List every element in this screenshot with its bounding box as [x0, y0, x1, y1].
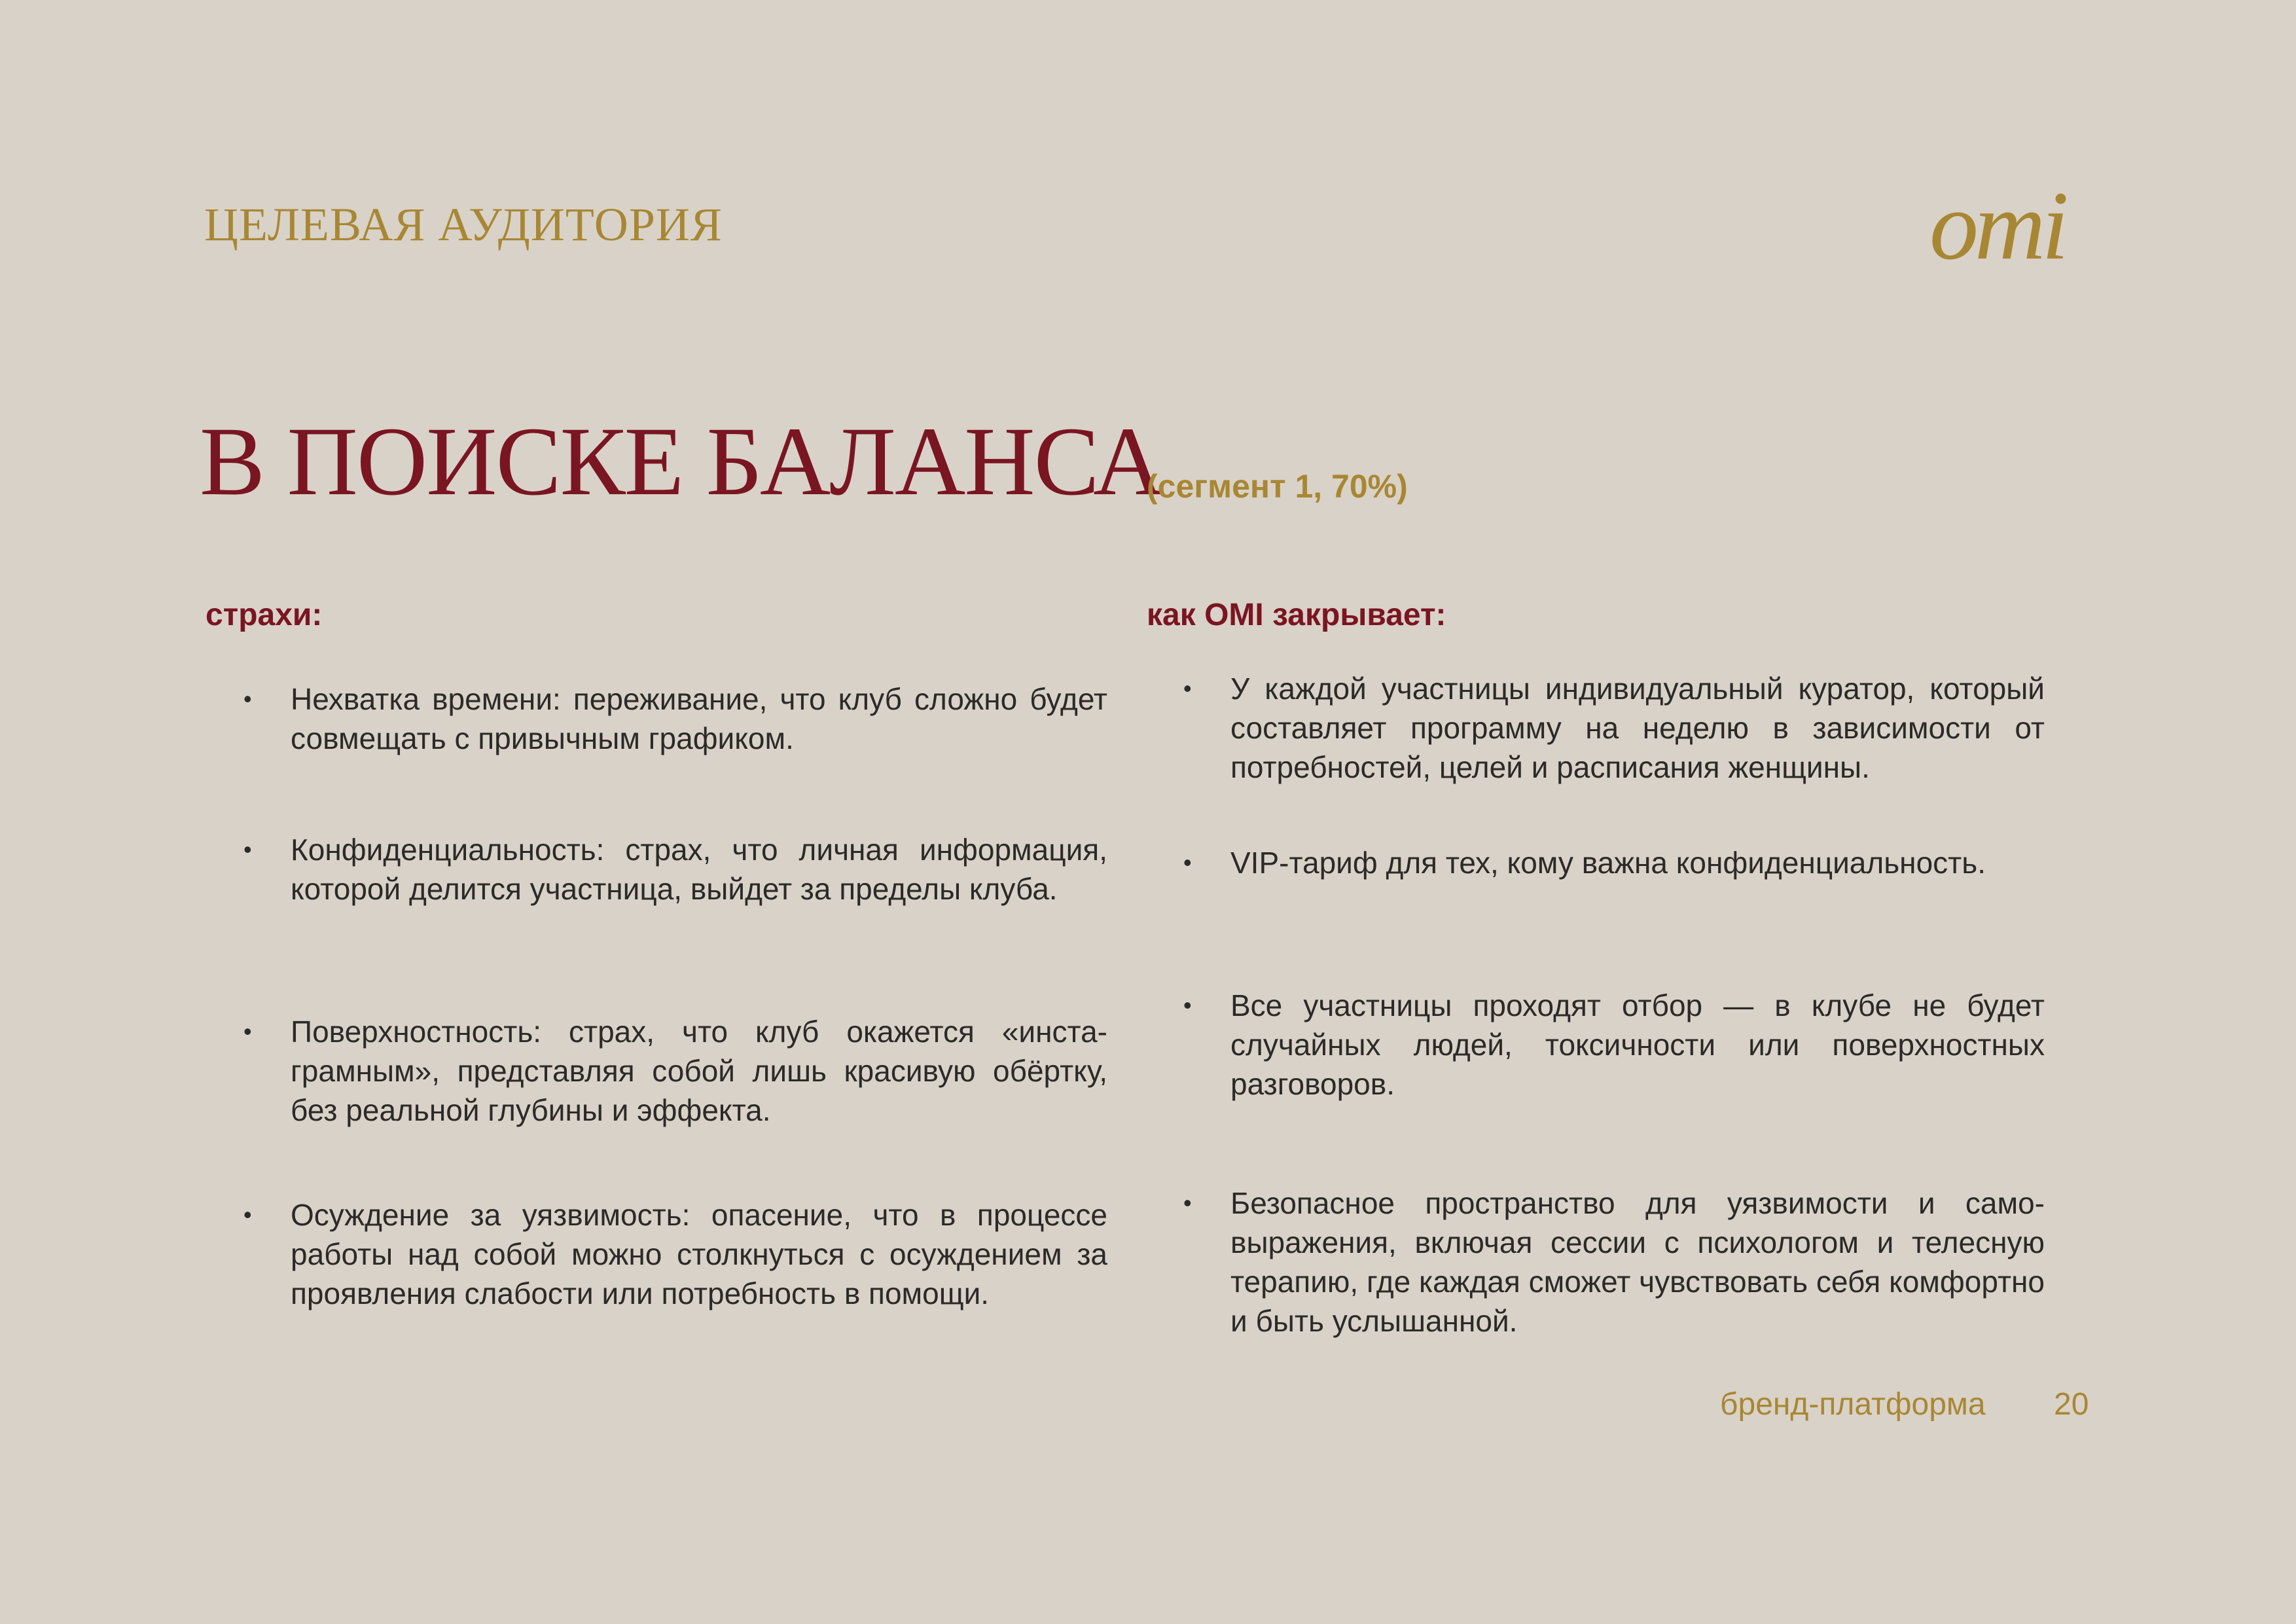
fear-item-text: Конфиденциальность: страх, что личная информация, которой делится участница, выйдет за пределы клуба.: [291, 833, 1107, 906]
solution-item-text: Безопасное пространство для уязвимости и самовыражения, включая сессии с психологом и телесную терапию, где каждая сможет чувствовать себя комфортно и быть услышанной.: [1230, 1186, 2045, 1338]
solution-item: [1183, 986, 2045, 1104]
segment-label: (сегмент 1, 70%): [1147, 468, 1408, 505]
bullet-icon: •: [1183, 849, 1192, 876]
fear-item-text: Поверхностность: страх, что клуб окажется «инстаграмным», представляя собой лишь красивую обёртку, без реальной глубины и эффекта.: [291, 1015, 1107, 1127]
fear-item: [243, 1012, 1107, 1130]
bullet-icon: •: [1183, 992, 1192, 1019]
section-label: ЦЕЛЕВАЯ АУДИТОРИЯ: [204, 198, 723, 251]
fear-item-text: Осуждение за уязвимость: опасение, что в процессе работы над собой можно столкнуться с осуждением за проявления слабости или потребность в помощи.: [291, 1198, 1107, 1310]
solution-item-text: Все участницы проходят отбор — в клубе не будет случайных людей, токсичности или поверхностных разговоров.: [1230, 988, 2045, 1101]
bullet-icon: •: [1183, 1189, 1192, 1216]
solution-item-text: VIP-тариф для тех, кому важна конфиденциальность.: [1230, 846, 1986, 880]
bullet-icon: •: [243, 1201, 252, 1228]
page-number: 20: [2054, 1387, 2089, 1422]
page-title: В ПОИСКЕ БАЛАНСА: [200, 407, 1163, 516]
solution-item: [1183, 669, 2045, 787]
bullet-icon: •: [1183, 675, 1192, 702]
bullet-icon: •: [243, 1018, 252, 1045]
omi-logo: [1924, 177, 2094, 288]
svg-text:omi: omi: [1929, 177, 2065, 280]
solution-item: [1183, 1183, 2045, 1341]
solution-item-text: У каждой участницы индивидуальный куратор, который составляет программу на неделю в зависимости от потребностей, целей и расписания женщины.: [1230, 672, 2045, 784]
fear-item: [243, 679, 1107, 758]
fear-item: [243, 830, 1107, 909]
fear-item-text: Нехватка времени: переживание, что клуб сложно будет совмещать с привычным графиком.: [291, 682, 1107, 755]
fears-heading: страхи:: [206, 598, 323, 632]
bullet-icon: •: [243, 685, 252, 712]
solutions-heading: как OMI закрывает:: [1147, 598, 1446, 632]
footer-label: бренд-платформа: [1720, 1387, 1986, 1422]
bullet-icon: •: [243, 836, 252, 863]
fear-item: [243, 1195, 1107, 1313]
solution-item: [1183, 843, 2045, 882]
